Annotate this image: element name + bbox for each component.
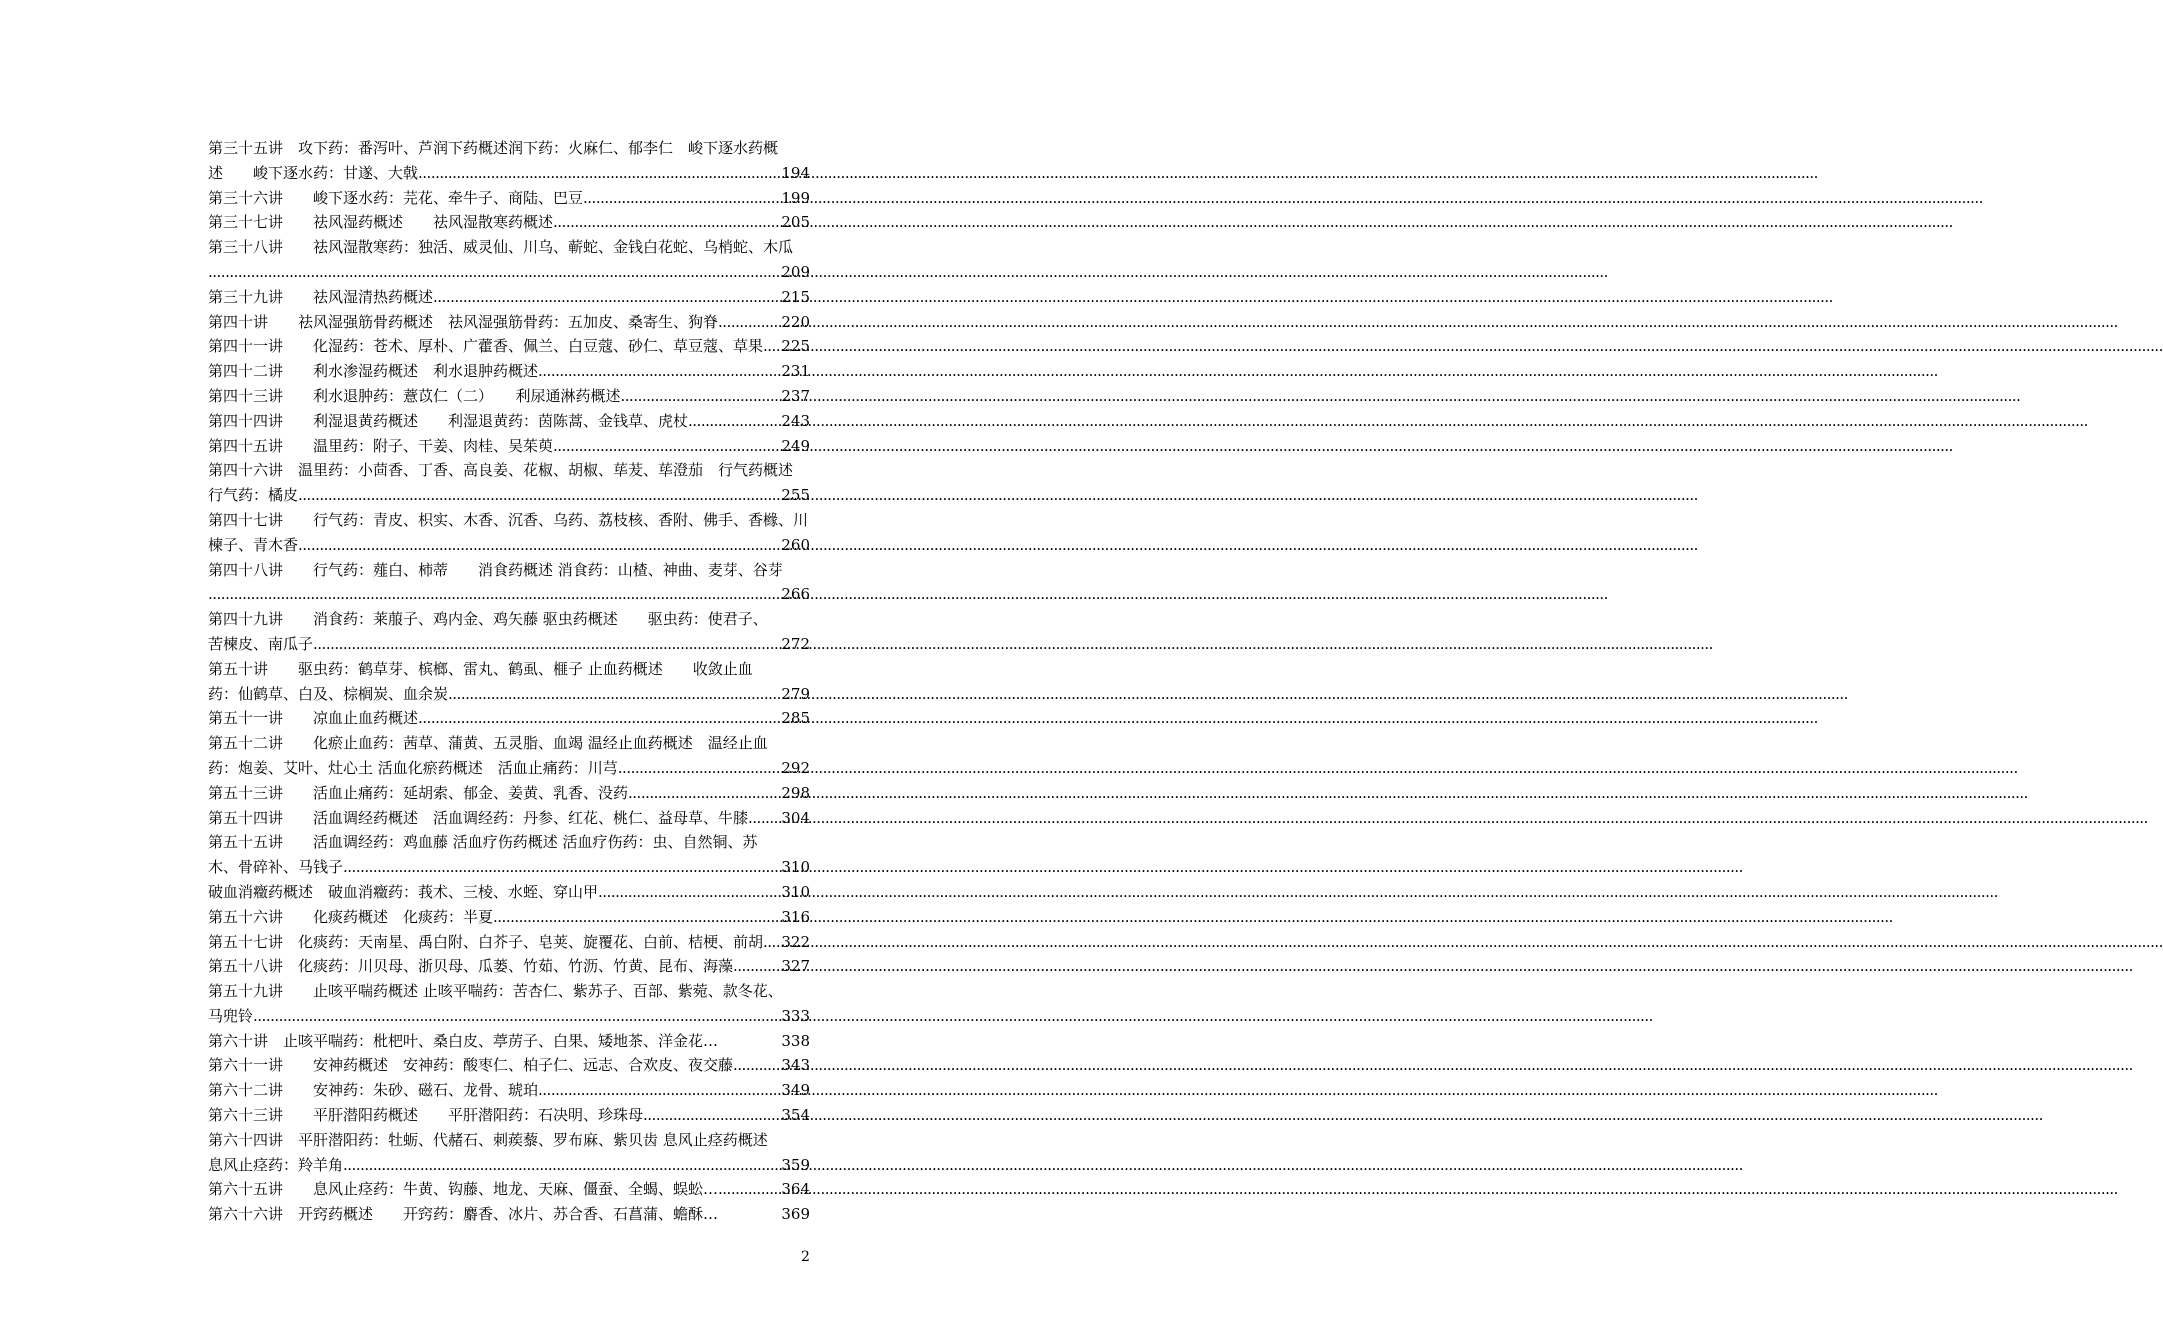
toc-page-number: 205 (781, 213, 810, 232)
toc-leader-dots (343, 855, 780, 880)
toc-entry (208, 210, 810, 235)
toc-entry-text: 第六十一讲 安神药概述 安神药：酸枣仁、柏子仁、远志、合欢皮、夜交藤 (208, 1056, 734, 1075)
toc-entry (208, 1029, 810, 1054)
toc-entry (208, 136, 810, 161)
toc-entry-text: 第五十七讲 化痰药：天南星、禹白附、白芥子、皂荚、旋覆花、白前、桔梗、前胡 (208, 932, 764, 951)
toc-leader-dots (621, 384, 781, 409)
toc-entry-text: 第五十四讲 活血调经药概述 活血调经药：丹参、红花、桃仁、益母草、牛膝 (208, 808, 749, 827)
toc-entry-text: 第六十四讲 平肝潜阳药：牡蛎、代赭石、刺蒺藜、罗布麻、紫贝齿 息风止痉药概述 (208, 1130, 768, 1149)
toc-page-number: 199 (781, 188, 810, 207)
toc-entry-text: 第三十七讲 祛风湿药概述 祛风湿散寒药概述 (208, 213, 554, 232)
toc-entry (208, 781, 810, 806)
toc-entry (208, 1004, 810, 1029)
toc-entry (208, 905, 810, 930)
toc-page-number: 231 (781, 362, 810, 381)
toc-leader-dots (763, 930, 780, 955)
toc-page-number: 215 (781, 287, 810, 306)
toc-entry (208, 756, 810, 781)
toc-page-number: 322 (781, 932, 810, 951)
toc-leader-dots (763, 334, 780, 359)
toc-leader-dots (208, 582, 780, 607)
toc-leader-dots (433, 285, 780, 310)
toc-page-number: 310 (781, 858, 810, 877)
toc-leader-dots (448, 682, 780, 707)
toc-entry (208, 979, 810, 1004)
toc-entry-text: 药：炮姜、艾叶、灶心土 活血化瘀药概述 活血止痛药：川芎 (208, 758, 618, 777)
toc-entry (208, 657, 810, 682)
toc-entry-text: 破血消癥药概述 破血消癥药：莪术、三棱、水蛭、穿山甲 (208, 882, 599, 901)
toc-leader-dots (583, 186, 780, 211)
toc-entry-text: 第四十八讲 行气药：薤白、柿蒂 消食药概述 消食药：山楂、神曲、麦芽、谷芽 (208, 560, 783, 579)
toc-page-number: 327 (781, 957, 810, 976)
toc-page-number: 272 (781, 634, 810, 653)
toc-page-number: 285 (781, 709, 810, 728)
toc-page-number: 364 (781, 1180, 810, 1199)
toc-entry (208, 1053, 810, 1078)
toc-leader-dots (298, 533, 780, 558)
toc-leader-dots (718, 310, 780, 335)
toc-leader-dots (253, 1004, 780, 1029)
toc-entry-text: 第三十八讲 祛风湿散寒药：独活、威灵仙、川乌、蕲蛇、金钱白花蛇、乌梢蛇、木瓜 (208, 238, 794, 257)
toc-entry (208, 1177, 810, 1202)
toc-entry (208, 186, 810, 211)
toc-page-number: 316 (781, 907, 810, 926)
toc-entry-text: 第四十六讲 温里药：小茴香、丁香、高良姜、花椒、胡椒、荜茇、荜澄茄 行气药概述 (208, 461, 794, 480)
table-of-contents (208, 136, 810, 1227)
toc-page-number: 359 (781, 1155, 810, 1174)
toc-entry-text: 第四十四讲 利湿退黄药概述 利湿退黄药：茵陈蒿、金钱草、虎杖 (208, 411, 689, 430)
toc-leader-dots (688, 409, 780, 434)
toc-leader-dots (418, 161, 780, 186)
toc-entry (208, 855, 810, 880)
toc-entry-text: 第六十六讲 开窍药概述 开窍药：麝香、冰片、苏合香、石菖蒲、蟾酥… (208, 1205, 719, 1224)
toc-entry (208, 558, 810, 583)
toc-entry-text: 第四十二讲 利水渗湿药概述 利水退肿药概述 (208, 362, 539, 381)
toc-entry (208, 1153, 810, 1178)
toc-page-number: 292 (781, 758, 810, 777)
toc-page-number: 369 (781, 1205, 810, 1224)
toc-entry (208, 731, 810, 756)
toc-entry-text: 苦楝皮、南瓜子 (208, 634, 314, 653)
toc-entry (208, 682, 810, 707)
toc-leader-dots (538, 1078, 780, 1103)
toc-page-number: 310 (781, 882, 810, 901)
toc-leader-dots (733, 954, 780, 979)
toc-entry-text: 第五十三讲 活血止痛药：延胡索、郁金、姜黄、乳香、没药 (208, 783, 629, 802)
toc-page-number: 237 (781, 386, 810, 405)
toc-entry (208, 533, 810, 558)
toc-entry-text: 行气药：橘皮 (208, 486, 299, 505)
toc-entry (208, 458, 810, 483)
toc-page-number: 194 (781, 163, 810, 182)
toc-entry-text: 第四十九讲 消食药：莱菔子、鸡内金、鸡矢藤 驱虫药概述 驱虫药：使君子、 (208, 610, 768, 629)
toc-entry (208, 483, 810, 508)
toc-leader-dots (628, 781, 780, 806)
toc-entry-text: 第六十二讲 安神药：朱砂、磁石、龙骨、琥珀 (208, 1081, 539, 1100)
toc-entry (208, 260, 810, 285)
toc-entry-text: 第六十三讲 平肝潜阳药概述 平肝潜阳药：石决明、珍珠母 (208, 1106, 644, 1125)
toc-entry-text: 第六十五讲 息风止痉药：牛黄、钩藤、地龙、天麻、僵蚕、全蝎、蜈蚣… (208, 1180, 719, 1199)
toc-entry-text: 第四十五讲 温里药：附子、干姜、肉桂、吴茱萸 (208, 436, 554, 455)
toc-entry (208, 632, 810, 657)
toc-entry-text: 第三十九讲 祛风湿清热药概述 (208, 287, 434, 306)
toc-entry (208, 880, 810, 905)
toc-leader-dots (343, 1153, 780, 1178)
toc-page-number: 349 (781, 1081, 810, 1100)
toc-page-number: 298 (781, 783, 810, 802)
toc-entry-text: 第五十一讲 凉血止血药概述 (208, 709, 419, 728)
toc-entry (208, 334, 810, 359)
toc-page-number: 333 (781, 1006, 810, 1025)
toc-entry-text: 第五十讲 驱虫药：鹤草芽、槟榔、雷丸、鹤虱、榧子 止血药概述 收敛止血 (208, 659, 753, 678)
toc-entry (208, 607, 810, 632)
toc-leader-dots (538, 359, 780, 384)
toc-entry (208, 830, 810, 855)
toc-page-number: 209 (781, 262, 810, 281)
toc-entry (208, 1103, 810, 1128)
toc-leader-dots (553, 210, 780, 235)
toc-leader-dots (553, 434, 780, 459)
toc-entry (208, 235, 810, 260)
toc-page-number: 266 (781, 585, 810, 604)
toc-entry (208, 806, 810, 831)
toc-page-number: 279 (781, 684, 810, 703)
toc-entry (208, 930, 810, 955)
toc-entry (208, 1202, 810, 1227)
toc-entry-text: 第五十九讲 止咳平喘药概述 止咳平喘药：苦杏仁、紫苏子、百部、紫菀、款冬花、 (208, 982, 783, 1001)
toc-entry (208, 1128, 810, 1153)
toc-entry-text: 第三十五讲 攻下药：番泻叶、芦润下药概述润下药：火麻仁、郁李仁 峻下逐水药概 (208, 139, 779, 157)
toc-page-number: 255 (781, 486, 810, 505)
toc-page-number: 304 (781, 808, 810, 827)
page-number: 2 (801, 1249, 810, 1265)
toc-leader-dots (748, 806, 780, 831)
toc-leader-dots (208, 260, 780, 285)
toc-entry (208, 582, 810, 607)
toc-entry-text: 楝子、青木香 (208, 535, 299, 554)
toc-page-number: 225 (781, 337, 810, 356)
toc-entry-text: 第五十二讲 化瘀止血药：茜草、蒲黄、五灵脂、血竭 温经止血药概述 温经止血 (208, 734, 768, 753)
toc-page-number: 220 (781, 312, 810, 331)
toc-entry-text: 第五十八讲 化痰药：川贝母、浙贝母、瓜蒌、竹茹、竹沥、竹黄、昆布、海藻 (208, 957, 734, 976)
toc-entry-text: 木、骨碎补、马钱子 (208, 858, 344, 877)
toc-entry (208, 310, 810, 335)
toc-leader-dots (493, 905, 780, 930)
toc-entry-text: 息风止痉药：羚羊角 (208, 1155, 344, 1174)
toc-leader-dots (643, 1103, 780, 1128)
toc-leader-dots (313, 632, 780, 657)
toc-entry (208, 508, 810, 533)
toc-leader-dots (718, 1177, 780, 1202)
toc-page-number: 249 (781, 436, 810, 455)
toc-entry-text: 述 峻下逐水药：甘遂、大戟 (208, 163, 419, 182)
toc-entry (208, 954, 810, 979)
toc-entry (208, 161, 810, 186)
toc-entry-text: 第四十三讲 利水退肿药：薏苡仁（二） 利尿通淋药概述 (208, 386, 621, 405)
toc-leader-dots (618, 756, 781, 781)
toc-page-number: 243 (781, 411, 810, 430)
toc-entry-text: 第四十一讲 化湿药：苍术、厚朴、广藿香、佩兰、白豆蔻、砂仁、草豆蔻、草果 (208, 337, 764, 356)
toc-entry (208, 285, 810, 310)
toc-entry (208, 706, 810, 731)
toc-leader-dots (733, 1053, 780, 1078)
toc-entry-text: 第五十六讲 化痰药概述 化痰药：半夏 (208, 907, 494, 926)
toc-leader-dots (418, 706, 780, 731)
toc-entry-text: 第六十讲 止咳平喘药：枇杷叶、桑白皮、葶苈子、白果、矮地茶、洋金花… (208, 1031, 719, 1050)
toc-page-number: 338 (781, 1031, 810, 1050)
toc-page-number: 343 (781, 1056, 810, 1075)
toc-entry (208, 1078, 810, 1103)
toc-entry-text: 第四十七讲 行气药：青皮、枳实、木香、沉香、乌药、荔枝核、香附、佛手、香橼、川 (208, 510, 809, 529)
toc-entry-text: 第四十讲 祛风湿强筋骨药概述 祛风湿强筋骨药：五加皮、桑寄生、狗脊 (208, 312, 719, 331)
toc-entry (208, 434, 810, 459)
toc-leader-dots (298, 483, 780, 508)
toc-entry (208, 409, 810, 434)
toc-entry-text: 马兜铃 (208, 1006, 254, 1025)
toc-entry-text: 第三十六讲 峻下逐水药：芫花、牵牛子、商陆、巴豆 (208, 188, 584, 207)
toc-page-number: 260 (781, 535, 810, 554)
toc-entry (208, 384, 810, 409)
toc-entry-text: 药：仙鹤草、白及、棕榈炭、血余炭 (208, 684, 449, 703)
toc-page-number: 354 (781, 1106, 810, 1125)
toc-entry (208, 359, 810, 384)
toc-entry-text: 第五十五讲 活血调经药：鸡血藤 活血疗伤药概述 活血疗伤药：虫、自然铜、苏 (208, 833, 758, 852)
toc-leader-dots (598, 880, 780, 905)
